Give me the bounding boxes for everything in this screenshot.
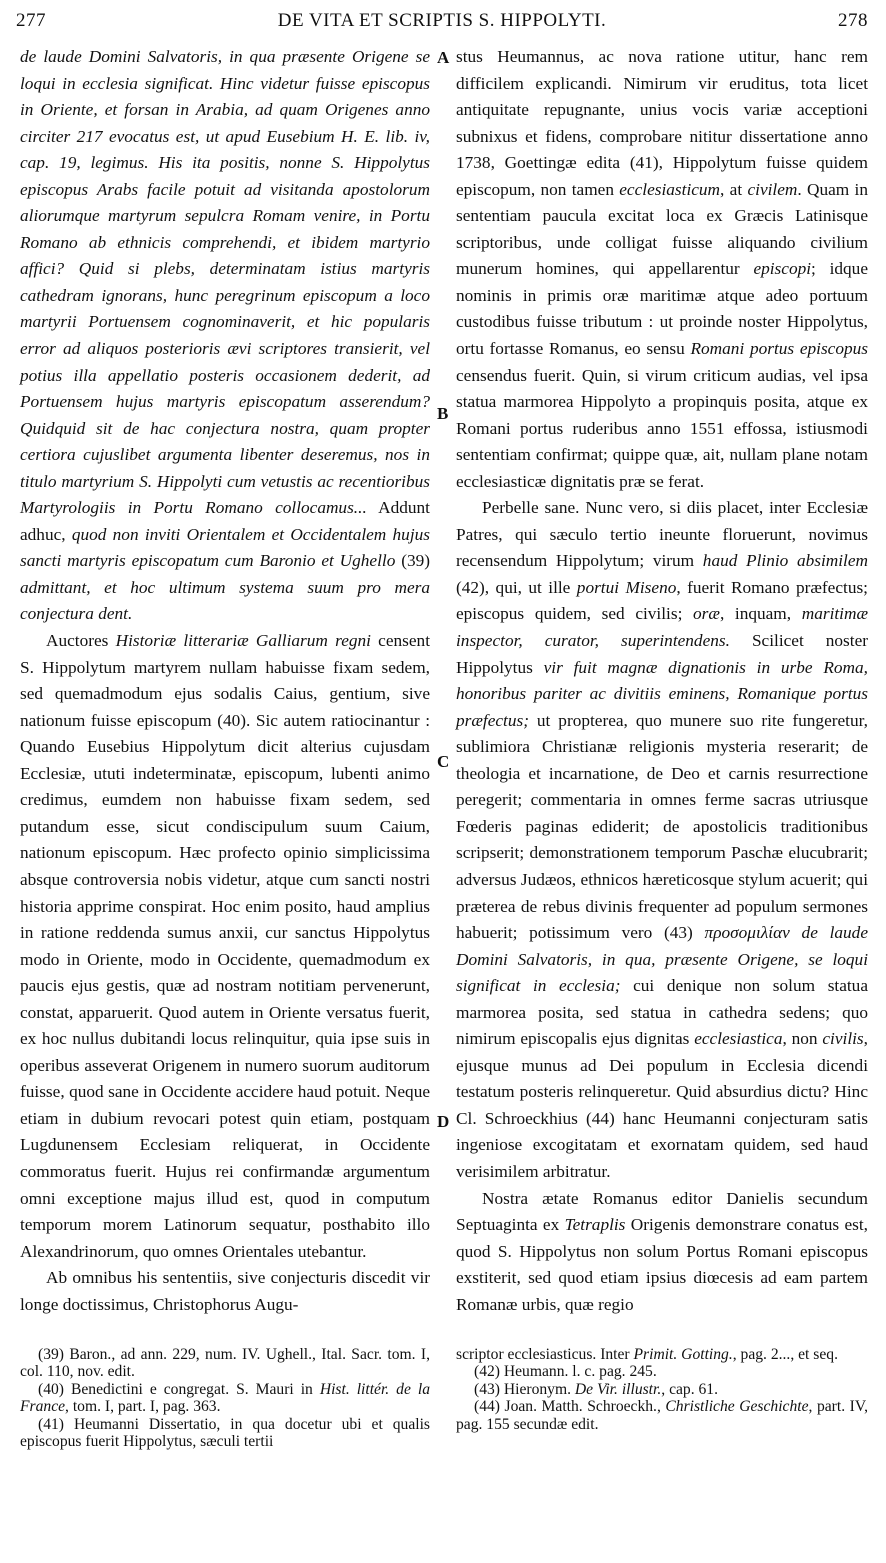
italic-text-run: admittant, et hoc ultimum systema suum pro mera conjectura dent. (20, 577, 430, 624)
text-run: . Quam in sententiam paucula excitat loca ex Græcis Latinisque scriptoribus, unde colligat fuisse aliquando civilium munerum homines, qui appellarentur (456, 179, 868, 279)
left-paragraph-2 (20, 628, 430, 1265)
text-run: ; idque nominis in primis oræ maritimæ atque adeo portuum custodibus fuisse tributum : ut proinde noster Hippolytus, ortu fortasse Romanus, eo sensu (456, 259, 868, 359)
right-column (456, 44, 868, 1318)
text-run: (43) Hieronym. (474, 1380, 575, 1398)
text-run: Perbelle sane. Nunc vero, si diis placet, inter Ecclesiæ Patres, qui sæculo tertio ineunte floruerunt, novimus recensendum Hippolytum; virum (456, 498, 868, 571)
right-paragraph-1 (456, 44, 868, 495)
text-run: censent S. Hippolytum martyrem nullam habuisse fixam sedem, sed quemadmodum ejus sodalis Caius, gentium, sive nationum fuisse episcopum (40). Sic autem ratiocinantur : Quando Eusebius Hippolytum dicit alterius cujusdam Ecclesiæ, ututi indeterminatæ, episcopum, lubenti animo credimus, eumdem non habuisse fixam sedem, sed putandum esse, sicut condiscipulum suum Caium, nationum episcopum. Hæc profecto opinio simplicissima absque controversia nobis videtur, atque cum sancti nostri historia apprime conspirat. Hoc enim posito, haud amplius in ratione reddenda sumus anxii, cur sanctus Hippolytus modo in Oriente, modo in Occidente, quemadmodum ex paucis ejus gestis, quæ ad nostram notitiam pervenerunt, constat, apparuerit. Quod autem in Oriente versatus fuerit, ex hoc nullus dubitandi locus relinquitur, quia ipse suis in operibus asseverat Origenem in numero suorum auditorum fuisse, quod sane in Occidente accidere haud potuit. Neque etiam in dubium revocari potest quin etiam, postquam Lugdunensem Ecclesiam reliquerat, in Occidente commoratus fuerit. Hujus rei confirmandæ argumentum omni exceptione majus illud est, quod in computum temporum morem Latinorum sequatur, posthabito illo Alexandrinorum, quo omnes Orientales utebantur. (20, 631, 430, 1261)
footnote-42 (456, 1363, 868, 1380)
text-run: (42) Heumann. l. c. pag. 245. (474, 1363, 657, 1381)
text-run: Nostra ætate Romanus editor Danielis secundum Septuaginta ex (456, 1188, 868, 1235)
italic-text-run: de laude Domini Salvatoris, in qua præsente Origene se loqui in ecclesia significat. Hinc videtur fuisse episcopus in Oriente, et forsan in Arabia, ad quam Origenes anno circiter 217 evocatus est, ut apud Eusebium H. E. lib. iv, cap. 19, legimus. His ita positis, nonne S. Hippolytus episcopus Arabs facile potuit ad visitanda apostolorum aliorumque martyrum sepulcra Romam venire, in Portu Romano ab ethnicis comprehendi, et ibidem martyrio affici? Quid si plebs, determinatam istius martyris cathedram ignorans, hunc peregrinum episcopum a loco martyrii Portuensem cognominaverit, et hic popularis error ad aliquos posterioris ævi scriptores transierit, vel potius illa appellatio posteris occasionem dederit, ad Portuensem hujus martyris episcopatum asserendum? Quidquid sit de hac conjectura nostra, quam propter certiora cujuslibet argumenta libenter deseremus, nos in titulo martyrium S. Hippolyti cum vetustis ac recentioribus Martyrologiis in Portu Romano collocamus... (20, 47, 430, 518)
text-run: , part. IV, pag. 155 secundæ edit. (456, 1398, 868, 1433)
italic-text-run: Hist. littér. de la France (20, 1380, 430, 1416)
running-header (16, 10, 868, 38)
left-paragraph-3 (20, 1265, 430, 1318)
italic-text-run: haud Plinio absimilem (702, 551, 868, 571)
margin-letter-d: D (437, 1112, 450, 1131)
text-run: (39) Baron., ad ann. 229, num. IV. Ughell., Ital. Sacr. tom. I, col. 110, nov. edit. (20, 1346, 430, 1381)
footnotes-right (456, 1346, 868, 1433)
italic-text-run: De Vir. illustr. (574, 1380, 662, 1398)
italic-text-run: quod non inviti Orientalem et Occidentalem hujus sancti martyris episcopatum cum Baronio et Ughello (20, 524, 430, 571)
footnote-44 (456, 1398, 868, 1433)
footnote-41-continued (456, 1346, 868, 1363)
margin-letter-c: C (437, 752, 450, 771)
italic-text-run: προσομιλίαν de laude Domini Salvatoris, in qua, præsente Origene, se loqui significat in ecclesia; (456, 923, 868, 996)
text-run: , inquam, (719, 604, 802, 624)
text-run: censendus fuerit. Quin, si virum criticum audias, vel ipsa statua marmorea Hippolyto a propinquis posita, atque ex Romani portus ruderibus anno 1551 effossa, istiusmodi sententiam confirmat; quippe quæ, ait, nullam plane notam ecclesiasticæ dignitatis præ se ferat. (456, 365, 868, 491)
italic-text-run: episcopi (753, 259, 812, 279)
left-column (20, 44, 430, 1318)
text-run: scriptor ecclesiasticus. Inter (456, 1346, 634, 1363)
margin-letter-a: A (437, 48, 450, 67)
text-run: , non (782, 1029, 823, 1049)
italic-text-run: Romani portus episcopus (690, 339, 869, 359)
text-run: Origenis demonstrare conatus est, quod S. Hippolytus non solum Portus Romani episcopus exstiterit, sed quod etiam ipsius diœcesis ad eam partem Romanæ urbis, quæ regio (456, 1215, 868, 1314)
text-run: , at (720, 179, 748, 199)
right-paragraph-3 (456, 1186, 868, 1319)
italic-text-run: portui Miseno (576, 577, 677, 597)
text-run: Addunt adhuc, (20, 498, 430, 544)
text-run: (44) Joan. Matth. Schroeckh., (474, 1398, 666, 1416)
italic-text-run: oræ (693, 604, 720, 624)
italic-text-run: maritimæ inspector, curator, superintendens. (456, 604, 868, 651)
text-run: cui denique non solum statua marmorea posita, sed statua in cathedra sedens; quo nimirum episcopalis ejus dignitas (456, 976, 868, 1049)
text-run: (42), qui, ut ille (456, 577, 577, 597)
text-run: (40) Benedictini e congregat. S. Mauri in (38, 1380, 320, 1398)
margin-letter-b: B (437, 404, 449, 423)
italic-text-run: Primit. Gotting. (633, 1346, 733, 1363)
footnote-43 (456, 1381, 868, 1398)
text-run: , cap. 61. (661, 1380, 718, 1398)
italic-text-run: Tetraplis (564, 1215, 626, 1235)
footnote-41 (20, 1416, 430, 1451)
text-run: (39) (395, 551, 430, 571)
page-number-right: 278 (838, 10, 868, 31)
right-paragraph-2 (456, 495, 868, 1185)
text-run: stus Heumannus, ac nova ratione utitur, hanc rem difficilem explicandi. Nimirum vir eruditus, tota licet antiquitate repugnante, unius vocis variæ acceptioni subnixus et fidens, comprobare nititur dissertatione anno 1738, Goettingæ edita (41), Hippolytum fuisse quidem episcopum, non tamen (456, 47, 868, 199)
left-paragraph-1 (20, 44, 430, 628)
italic-text-run: ecclesiastica (694, 1029, 783, 1049)
text-run: ut propterea, quo munere suo rite fungeretur, sublimiora Christianæ religionis mysteria reserarit; de theologia et incarnatione, de Deo et carnis resurrectione peregerit; commentaria in omnes ferme sacras utriusque Fœderis paginas ediderit; de apostolicis traditionibus scripserit; demonstrationem temporum Paschæ elucubrarit; adversus Judæos, ethnicos hæreticosque stylum acuerit; qui præterea de rebus divinis frequenter ad populum sermones habuerit; potissimum vero (43) (456, 710, 868, 943)
text-run: Ab omnibus his sententiis, sive conjecturis discedit vir longe doctissimus, Christophorus Augu- (20, 1268, 430, 1314)
text-run: , tom. I, part. I, pag. 363. (65, 1398, 221, 1416)
text-run: Scilicet noster Hippolytus (456, 631, 869, 677)
footnote-39 (20, 1346, 430, 1381)
running-title: DE VITA ET SCRIPTIS S. HIPPOLYTI. (277, 10, 607, 31)
text-run: , fuerit Romano præfectus; episcopus quidem, sed civilis; (456, 577, 868, 624)
footnote-40 (20, 1381, 430, 1416)
italic-text-run: vir fuit magnæ dignationis in urbe Roma, honoribus pariter ac divitiis eminens, Romanique portus præfectus; (456, 657, 869, 730)
page-number-left: 277 (16, 10, 46, 31)
text-run: , ejusque munus ad Dei populum in Ecclesia dicendi testatum posteris relinqueretur. Quid absurdius dictu? Hinc Cl. Schroeckhius (44) hanc Heumanni conjecturam satis ingeniose excogitatam et exornatam quidem, sed haud verisimilem arbitratur. (456, 1029, 868, 1181)
italic-text-run: ecclesiasticum (619, 179, 721, 199)
text-run: , pag. 2..., et seq. (732, 1346, 838, 1363)
italic-text-run: civilem (747, 179, 798, 199)
italic-text-run: civilis (822, 1029, 864, 1049)
text-run: Auctores (46, 631, 116, 651)
text-run: (41) Heumanni Dissertatio, in qua docetur ubi et qualis episcopus fuerit Hippolytus, sæculi tertii (20, 1415, 430, 1451)
footnotes-left (20, 1346, 430, 1450)
italic-text-run: Historiæ litterariæ Galliarum regni (115, 631, 371, 651)
italic-text-run: Christliche Geschichte (665, 1398, 809, 1416)
